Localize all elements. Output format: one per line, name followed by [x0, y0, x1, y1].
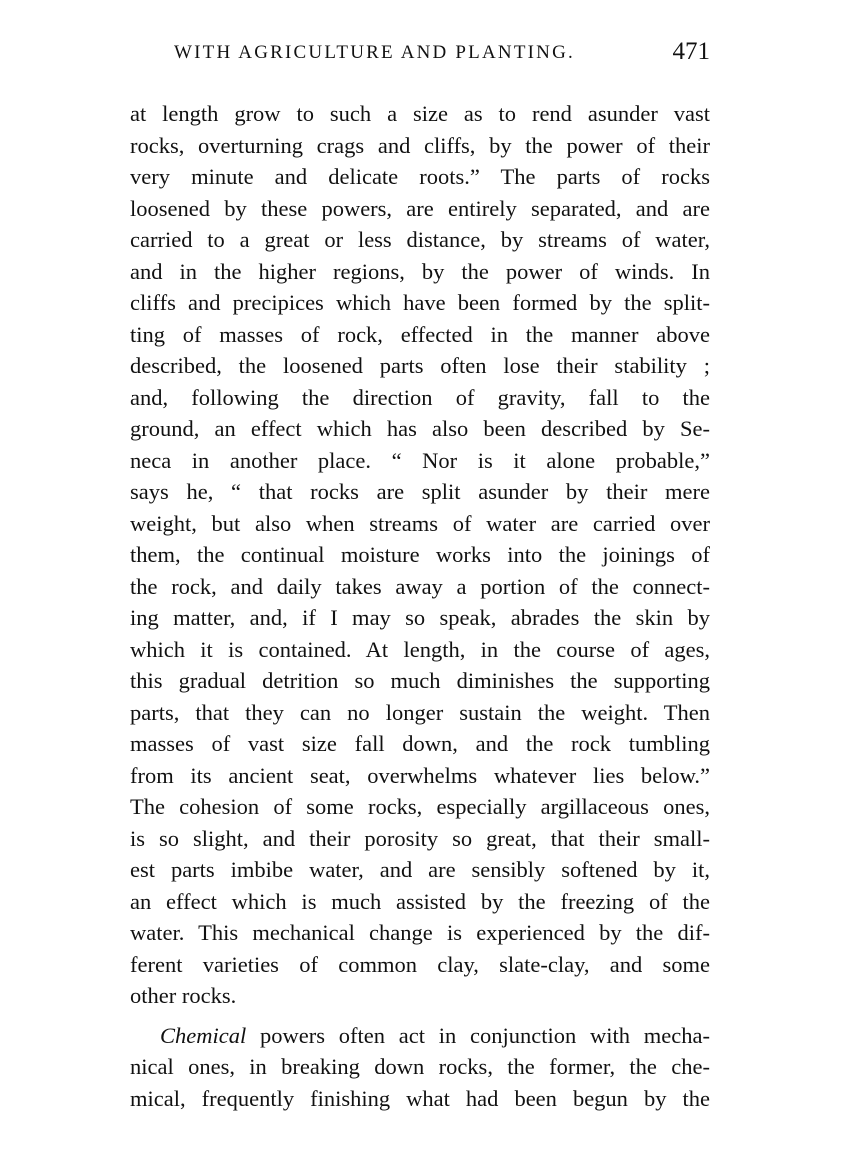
first-line-rest: powers often act in conjunction with mecha-	[246, 1022, 710, 1048]
text-line: ferent varieties of common clay, slate-clay, and some	[130, 951, 710, 977]
text-line: loosened by these powers, are entirely separated, and are	[130, 195, 710, 221]
text-line: weight, but also when streams of water are carried over	[130, 510, 710, 536]
text-line: which it is contained. At length, in the course of ages,	[130, 636, 710, 662]
text-line-first	[130, 1020, 710, 1052]
text-line: mical, frequently finishing what had been begun by the	[130, 1085, 710, 1111]
paragraph-2	[130, 1020, 710, 1115]
text-line: at length grow to such a size as to rend asunder vast	[130, 101, 710, 126]
text-line: ground, an effect which has also been described by Se-	[130, 416, 710, 441]
text-line: ting of masses of rock, effected in the manner above	[130, 321, 710, 347]
text-line: an effect which is much assisted by the freezing of the	[130, 888, 710, 914]
text-line: cliffs and precipices which have been formed by the split-	[130, 290, 710, 315]
text-line: nical ones, in breaking down rocks, the former, the che-	[130, 1054, 710, 1079]
text-line: other rocks.	[130, 983, 237, 1008]
text-line: described, the loosened parts often lose their stability ;	[130, 353, 710, 378]
text-line: is so slight, and their porosity so great, that their small-	[130, 825, 710, 851]
paragraph-1	[130, 98, 710, 1012]
italic-term: Chemical	[160, 1022, 247, 1048]
text-line: rocks, overturning crags and cliffs, by the power of their	[130, 132, 710, 158]
text-line: neca in another place. “ Nor is it alone probable,”	[130, 447, 710, 473]
body-text	[130, 98, 710, 1114]
text-line: from its ancient seat, overwhelms whatever lies below.”	[130, 762, 710, 788]
text-line: ing matter, and, if I may so speak, abrades the skin by	[130, 605, 710, 630]
text-line: the rock, and daily takes away a portion of the connect-	[130, 573, 710, 599]
text-line: est parts imbibe water, and are sensibly softened by it,	[130, 857, 710, 882]
text-line: and, following the direction of gravity, fall to the	[130, 384, 710, 410]
page-header	[130, 38, 710, 74]
text-line: says he, “ that rocks are split asunder by their mere	[130, 479, 710, 504]
text-line: The cohesion of some rocks, especially argillaceous ones,	[130, 794, 710, 819]
text-line: and in the higher regions, by the power of winds. In	[130, 258, 710, 284]
paragraph-gap	[130, 1012, 710, 1020]
text-line: them, the continual moisture works into the joinings of	[130, 542, 710, 567]
page-number: 471	[672, 38, 710, 65]
text-line: very minute and delicate roots.” The parts of rocks	[130, 164, 710, 189]
text-line: carried to a great or less distance, by streams of water,	[130, 227, 710, 252]
text-line: water. This mechanical change is experienced by the dif-	[130, 920, 710, 945]
text-line: this gradual detrition so much diminishes the supporting	[130, 668, 710, 693]
text-line: parts, that they can no longer sustain the weight. Then	[130, 699, 710, 725]
running-head: WITH AGRICULTURE AND PLANTING.	[174, 42, 575, 63]
text-line: masses of vast size fall down, and the rock tumbling	[130, 731, 710, 756]
